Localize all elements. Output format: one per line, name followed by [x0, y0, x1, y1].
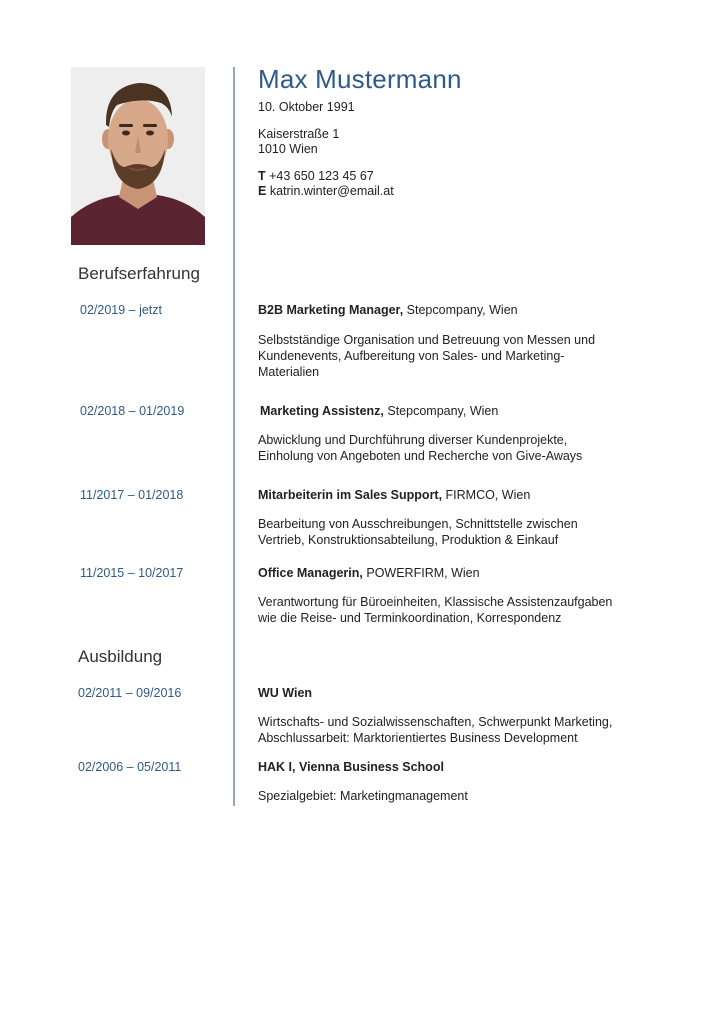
- education-description-line: Wirtschafts- und Sozialwissenschaften, Schwerpunkt Marketing,: [258, 715, 613, 729]
- education-institution: WU Wien: [258, 686, 313, 700]
- experience-description-line: Vertrieb, Konstruktionsabteilung, Produktion & Einkauf: [258, 533, 559, 547]
- experience-description-line: wie die Reise- und Terminkoordination, Korrespondenz: [258, 611, 562, 625]
- experience-role: Mitarbeiterin im Sales Support,: [258, 488, 443, 502]
- experience-title: [260, 404, 498, 418]
- experience-description-line: Einholung von Angeboten und Recherche von Give-Aways: [258, 449, 583, 463]
- email-address: katrin.winter@email.at: [269, 184, 394, 198]
- experience-description-line: Kundenevents, Aufbereitung von Sales- und Marketing-: [258, 349, 565, 363]
- experience-company: Stepcompany, Wien: [383, 404, 499, 418]
- experience-description-line: Abwicklung und Durchführung diverser Kundenprojekte,: [258, 433, 568, 447]
- experience-title: [258, 488, 530, 502]
- education-date: 02/2006 – 05/2011: [78, 760, 182, 774]
- phone-number: +43 650 123 45 67: [269, 169, 374, 183]
- birthdate: 10. Oktober 1991: [258, 100, 355, 114]
- experience-company: FIRMCO, Wien: [442, 488, 531, 502]
- profile-photo: [71, 67, 205, 245]
- experience-title: [258, 303, 518, 317]
- experience-date: 02/2019 – jetzt: [80, 303, 163, 317]
- experience-role: B2B Marketing Manager,: [258, 303, 404, 317]
- experience-title: [258, 566, 480, 580]
- experience-date: 11/2015 – 10/2017: [80, 566, 184, 580]
- email-line: [258, 184, 394, 198]
- education-title: [258, 686, 312, 700]
- education-heading: Ausbildung: [78, 647, 163, 666]
- education-institution: HAK I, Vienna Business School: [258, 760, 444, 774]
- experience-date: 11/2017 – 01/2018: [80, 488, 184, 502]
- address-city: 1010 Wien: [258, 142, 318, 156]
- experience-description-line: Verantwortung für Büroeinheiten, Klassische Assistenzaufgaben: [258, 595, 613, 609]
- vertical-divider: [233, 67, 235, 806]
- address-street: Kaiserstraße 1: [258, 127, 340, 141]
- email-label: E: [258, 184, 267, 198]
- education-date: 02/2011 – 09/2016: [78, 686, 182, 700]
- experience-company: POWERFIRM, Wien: [362, 566, 480, 580]
- experience-role: Marketing Assistenz,: [260, 404, 384, 418]
- phone-label: T: [258, 169, 266, 183]
- education-description-line: Spezialgebiet: Marketingmanagement: [258, 789, 468, 803]
- experience-description-line: Bearbeitung von Ausschreibungen, Schnittstelle zwischen: [258, 517, 578, 531]
- education-title: [258, 760, 444, 774]
- experience-date: 02/2018 – 01/2019: [80, 404, 185, 418]
- experience-company: Stepcompany, Wien: [403, 303, 518, 317]
- experience-description-line: Selbstständige Organisation und Betreuung von Messen und: [258, 333, 596, 347]
- experience-role: Office Managerin,: [258, 566, 363, 580]
- experience-heading: Berufserfahrung: [78, 264, 200, 283]
- experience-description-line: Materialien: [258, 365, 320, 379]
- person-name: Max Mustermann: [258, 64, 462, 94]
- education-description-line: Abschlussarbeit: Marktorientiertes Business Development: [258, 731, 578, 745]
- phone-line: [258, 169, 374, 183]
